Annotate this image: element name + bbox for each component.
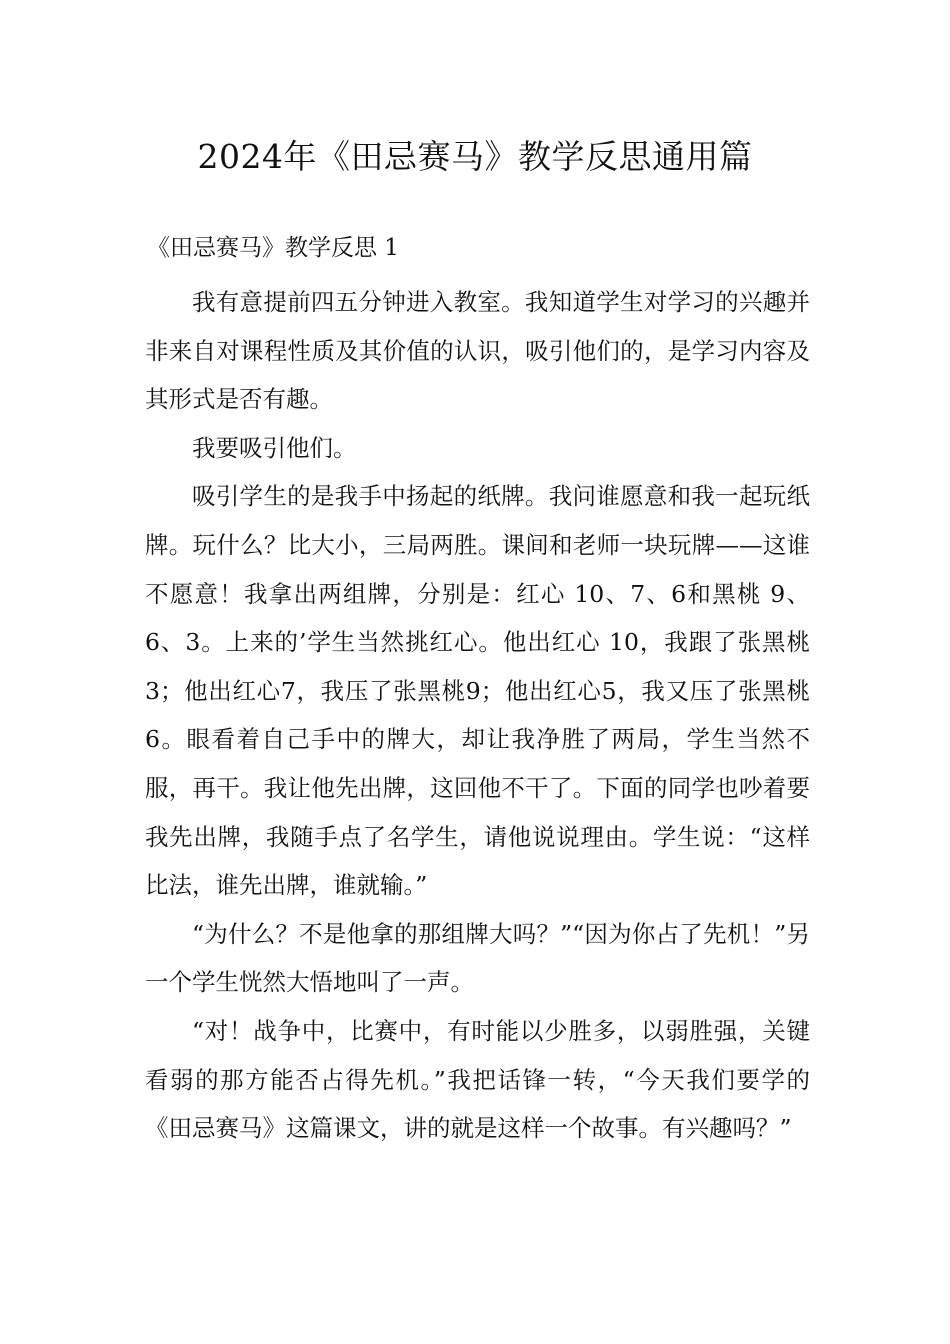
paragraph: 我要吸引他们。 — [192, 433, 357, 462]
body-text — [145, 278, 810, 1153]
document-title: 2024年《田忌赛马》教学反思通用篇 — [197, 137, 753, 176]
paragraph: “为什么？不是他拿的那组牌大吗？”“因为你占了先机！”另一个学生恍然大悟地叫了一声。 — [145, 919, 810, 997]
paragraph: 吸引学生的是我手中扬起的纸牌。我问谁愿意和我一起玩纸牌。玩什么？比大小，三局两胜。课间和老师一块玩牌——这谁不愿意！我拿出两组牌，分别是：红心 10、7、6和黑桃 9、6、3。上来的’学生当然挑红心。他出红心 10，我跟了张黑桃3；他出红心7，我压了张黑桃9；他出红心5，我又压了张黑桃 6。眼看着自己手中的牌大，却让我净胜了两局，学生当然不服，再干。我让他先出牌，这回他不干了。下面的同学也吵着要我先出牌，我随手点了名学生，请他说说理由。学生说：“这样比法，谁先出牌，谁就输。” — [145, 482, 810, 900]
paragraph: 我有意提前四五分钟进入教室。我知道学生对学习的兴趣并非来自对课程性质及其价值的认识，吸引他们的，是学习内容及其形式是否有趣。 — [145, 288, 810, 414]
paragraph: “对！战争中，比赛中，有时能以少胜多，以弱胜强，关键看弱的那方能否占得先机。”我把话锋一转，“今天我们要学的《田忌赛马》这篇课文，讲的就是这样一个故事。有兴趣吗？” — [145, 1016, 810, 1143]
section-heading: 《田忌赛马》教学反思 1 — [147, 235, 399, 261]
